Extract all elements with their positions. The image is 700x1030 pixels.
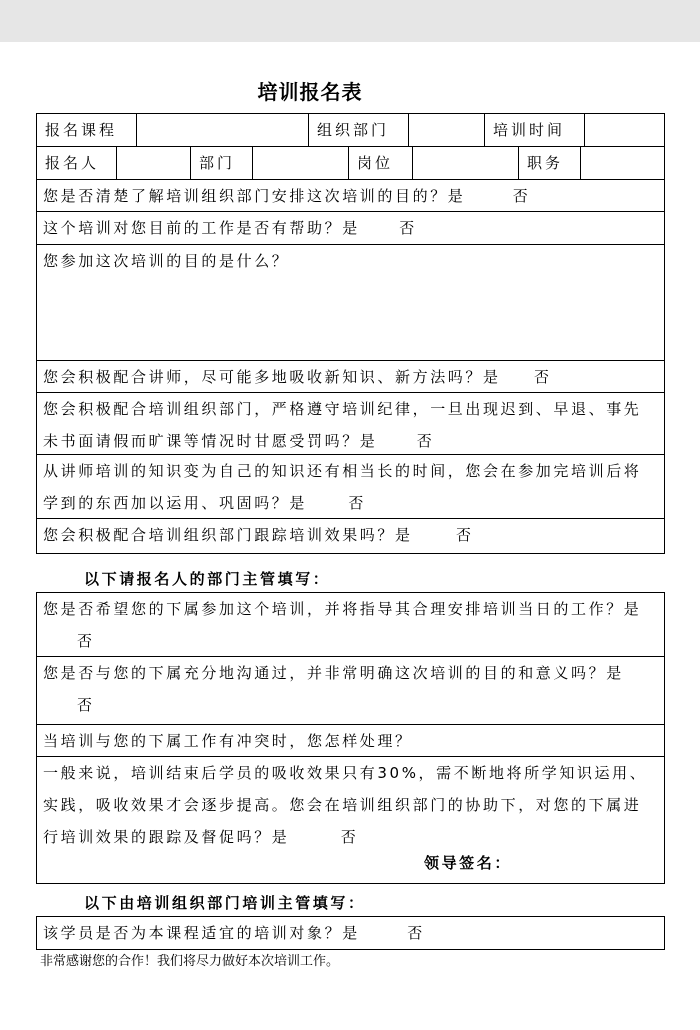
dept-field[interactable] <box>253 147 349 179</box>
question-2-text: 这个培训对您目前的工作是否有帮助？是 <box>43 219 360 237</box>
question-7-no[interactable]: 否 <box>455 526 474 544</box>
question-1-text: 您是否清楚了解培训组织部门安排这次培训的目的？是 <box>43 187 466 205</box>
top-band <box>0 0 700 42</box>
section-3-heading: 以下由培训组织部门培训主管填写： <box>84 894 366 912</box>
manager-question-1-no[interactable]: 否 <box>77 632 95 650</box>
question-4-text: 您会积极配合讲师，尽可能多地吸收新知识、新方法吗？是 <box>43 368 501 386</box>
question-5-text: 您会积极配合培训组织部门，严格遵守培训纪律，一旦出现迟到、早退、事先未书面请假而旷课等情况时甘愿受罚吗？是 <box>43 400 642 450</box>
dept-label: 部门 <box>191 147 253 179</box>
question-4-no[interactable]: 否 <box>533 368 552 386</box>
time-label: 培训时间 <box>485 114 585 146</box>
course-label: 报名课程 <box>37 114 137 146</box>
manager-form <box>36 592 665 884</box>
time-field[interactable] <box>585 114 663 146</box>
position-label: 职务 <box>519 147 581 179</box>
org-field[interactable] <box>409 114 485 146</box>
post-label: 岗位 <box>349 147 413 179</box>
course-row <box>37 114 664 147</box>
manager-question-4-no[interactable]: 否 <box>340 828 359 846</box>
applicant-label: 报名人 <box>37 147 117 179</box>
trainer-question-1-no[interactable]: 否 <box>407 924 425 942</box>
manager-question-2-no[interactable]: 否 <box>77 696 95 714</box>
question-5 <box>37 393 664 455</box>
post-field[interactable] <box>413 147 519 179</box>
applicant-form <box>36 113 665 554</box>
question-2 <box>37 212 664 245</box>
question-4 <box>37 361 664 393</box>
manager-question-4-text: 一般来说，培训结束后学员的吸收效果只有30%，需不断地将所学知识运用、实践，吸收效果才会逐步提高。您会在培训组织部门的协助下，对您的下属进行培训效果的跟踪及督促吗？是 <box>43 764 648 846</box>
footer-note: 非常感谢您的合作！我们将尽力做好本次培训工作。 <box>40 954 340 969</box>
manager-question-1-text: 您是否希望您的下属参加这个培训，并将指导其合理安排培训当日的工作？是 <box>43 600 642 618</box>
question-1-no[interactable]: 否 <box>512 187 531 205</box>
section-2-heading: 以下请报名人的部门主管填写： <box>84 570 331 588</box>
applicant-field[interactable] <box>117 147 191 179</box>
question-3[interactable] <box>37 245 664 361</box>
question-1 <box>37 180 664 212</box>
trainer-form <box>36 916 665 950</box>
manager-question-2-text: 您是否与您的下属充分地沟通过，并非常明确这次培训的目的和意义吗？是 <box>43 664 624 682</box>
manager-question-3[interactable] <box>37 725 664 757</box>
applicant-row <box>37 147 664 180</box>
question-6-text: 从讲师培训的知识变为自己的知识还有相当长的时间，您会在参加完培训后将学到的东西加以运用、巩固吗？是 <box>43 462 642 512</box>
position-field[interactable] <box>581 147 663 179</box>
question-7-text: 您会积极配合培训组织部门跟踪培训效果吗？是 <box>43 526 413 544</box>
manager-question-3-text: 当培训与您的下属工作有冲突时，您怎样处理？ <box>43 732 413 750</box>
manager-question-4 <box>37 757 664 883</box>
trainer-question-1-text: 该学员是否为本课程适宜的培训对象？是 <box>43 924 360 942</box>
page-title: 培训报名表 <box>257 80 363 104</box>
question-7 <box>37 519 664 553</box>
manager-question-1 <box>37 593 664 657</box>
question-6-no[interactable]: 否 <box>348 494 366 512</box>
org-label: 组织部门 <box>309 114 409 146</box>
trainer-question-1 <box>37 917 664 949</box>
question-3-text: 您参加这次培训的目的是什么？ <box>43 252 290 270</box>
manager-question-2 <box>37 657 664 725</box>
leader-signature-label: 领导签名： <box>423 854 512 872</box>
question-6 <box>37 455 664 519</box>
course-field[interactable] <box>137 114 309 146</box>
question-5-no[interactable]: 否 <box>416 432 435 450</box>
question-2-no[interactable]: 否 <box>399 219 417 237</box>
